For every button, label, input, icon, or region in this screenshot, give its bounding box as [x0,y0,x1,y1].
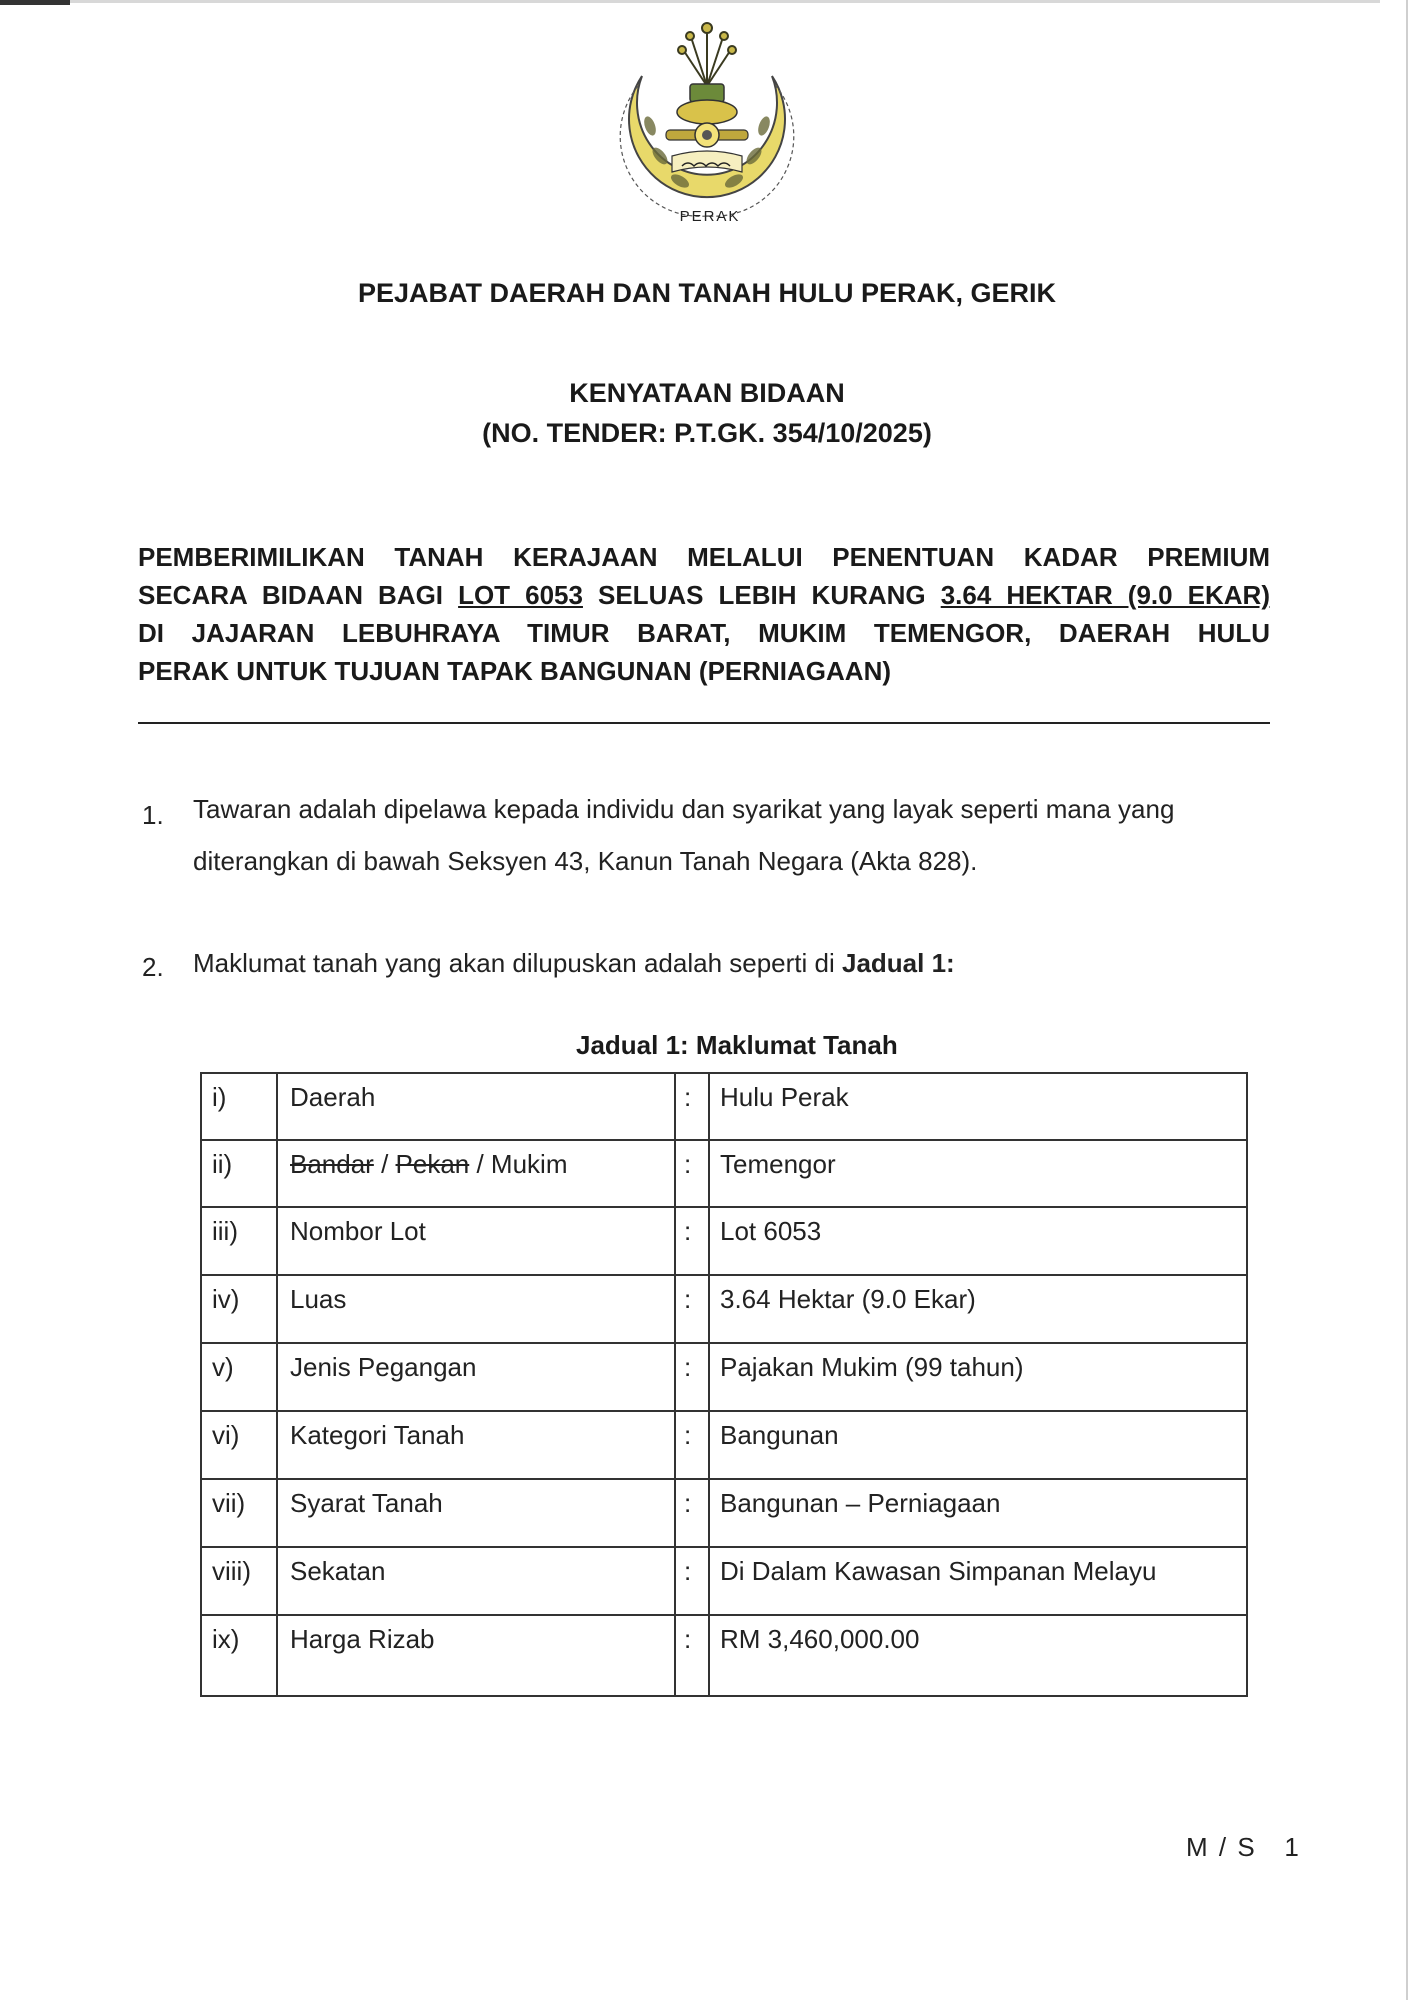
row-label-sep: / [373,1149,396,1179]
subject-divider [138,722,1270,724]
row-label: Luas [290,1284,347,1314]
page-number: M / S 1 [1186,1832,1301,1862]
row-value: RM 3,460,000.00 [720,1624,920,1654]
row-label: Jenis Pegangan [290,1352,477,1382]
row-value: Hulu Perak [720,1082,849,1112]
paragraph-2-body: Maklumat tanah yang akan dilupuskan adalah seperti di [193,948,842,978]
row-label-struck-pekan: Pekan [395,1149,470,1179]
row-value: Bangunan – Perniagaan [720,1488,1001,1518]
subject-line-4: PERAK UNTUK TUJUAN TAPAK BANGUNAN (PERNIAGAAN) [138,656,892,686]
subject-area: 3.64 HEKTAR (9.0 EKAR) [940,580,1270,610]
row-label: Sekatan [290,1556,386,1586]
land-info-table [200,1072,1248,1697]
row-colon: : [684,1149,692,1179]
table-row [200,1206,1248,1273]
row-value: Di Dalam Kawasan Simpanan Melayu [720,1556,1157,1586]
subject-line-1: PEMBERIMILIKAN TANAH KERAJAAN MELALUI PENENTUAN KADAR PREMIUM [138,542,1270,572]
row-index: i) [212,1082,227,1112]
row-colon: : [684,1352,692,1382]
table-row [200,1139,1248,1206]
row-index: iii) [212,1216,238,1246]
row-label: Daerah [290,1082,376,1112]
row-colon: : [684,1216,692,1246]
row-label-mukim: Mukim [490,1149,568,1179]
row-index: ix) [212,1624,240,1654]
table-row [200,1342,1248,1409]
row-colon: : [684,1420,692,1450]
row-label: Harga Rizab [290,1624,435,1654]
row-label [290,1149,567,1180]
row-index: viii) [212,1556,251,1586]
row-value: Bangunan [720,1420,839,1450]
subject-line-2-mid: SELUAS LEBIH KURANG [582,580,941,610]
paragraph-2-ref: Jadual 1: [841,948,955,978]
table-row [200,1274,1248,1341]
table-caption: Jadual 1: Maklumat Tanah [576,1030,898,1060]
table-row [200,1546,1248,1613]
subject-line-3: DI JAJARAN LEBUHRAYA TIMUR BARAT, MUKIM TEMENGOR, DAERAH HULU [138,618,1270,648]
row-index: ii) [212,1149,233,1179]
row-value: Pajakan Mukim (99 tahun) [720,1352,1024,1382]
paragraph-1-number: 1. [142,800,164,830]
row-label: Nombor Lot [290,1216,426,1246]
row-label: Syarat Tanah [290,1488,443,1518]
perak-state-crest-icon [602,16,812,234]
row-colon: : [684,1284,692,1314]
row-colon: : [684,1488,692,1518]
row-colon: : [684,1556,692,1586]
row-value: Lot 6053 [720,1216,822,1246]
row-colon: : [684,1082,692,1112]
row-index: iv) [212,1284,240,1314]
row-index: vii) [212,1488,246,1518]
paragraph-1-line-1: Tawaran adalah dipelawa kepada individu dan syarikat yang layak seperti mana yang [193,794,1175,824]
tender-number: (NO. TENDER: P.T.GK. 354/10/2025) [482,418,932,448]
paragraph-2-text [193,948,955,979]
row-label: Kategori Tanah [290,1420,465,1450]
table-row [200,1072,1248,1139]
paragraph-2-number: 2. [142,952,164,982]
table-row [200,1410,1248,1477]
subject-lot: LOT 6053 [458,580,583,610]
row-colon: : [684,1624,692,1654]
subject-line-2-pre: SECARA BIDAAN BAGI [138,580,459,610]
scan-edge-top [40,0,1380,3]
row-value: Temengor [720,1149,836,1179]
table-row [200,1478,1248,1545]
subject-line-2 [138,576,1270,614]
row-value: 3.64 Hektar (9.0 Ekar) [720,1284,976,1314]
paragraph-1-line-2: diterangkan di bawah Seksyen 43, Kanun Tanah Negara (Akta 828). [193,846,978,876]
table-border-bottom [200,1695,1248,1697]
row-label-sep: / [469,1149,491,1179]
row-label-struck-bandar: Bandar [290,1149,374,1179]
crest-label: PERAK [679,208,741,225]
table-row [200,1614,1248,1681]
row-index: v) [212,1352,234,1382]
office-heading: PEJABAT DAERAH DAN TANAH HULU PERAK, GERIK [357,278,1057,308]
notice-title: KENYATAAN BIDAAN [569,378,845,408]
row-index: vi) [212,1420,240,1450]
scan-edge-mark [0,0,70,5]
